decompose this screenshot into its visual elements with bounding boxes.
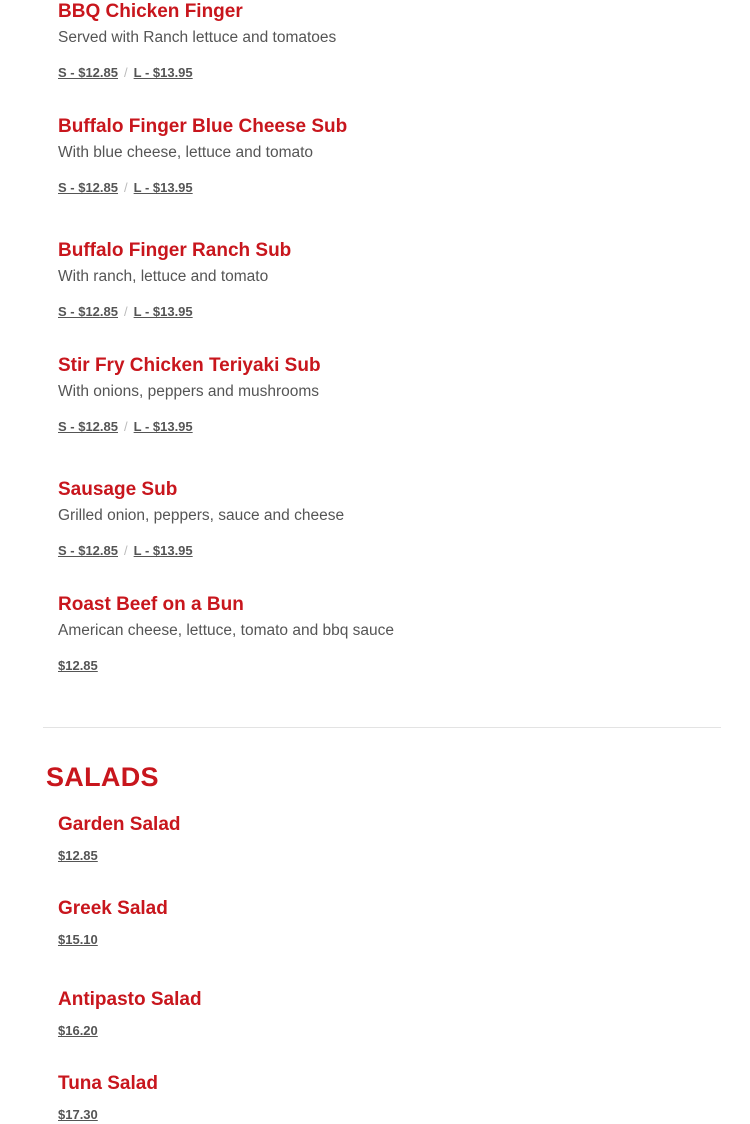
menu-item-antipasto-salad <box>58 988 698 1040</box>
price-options <box>58 657 698 675</box>
price-small-link[interactable]: S - $12.85 <box>58 65 118 80</box>
item-name: Antipasto Salad <box>58 989 202 1010</box>
item-description: American cheese, lettuce, tomato and bbq sauce <box>58 622 395 639</box>
item-name: Roast Beef on a Bun <box>58 594 244 615</box>
menu-item-garden-salad <box>58 813 698 865</box>
item-name: Stir Fry Chicken Teriyaki Sub <box>58 355 321 376</box>
price-separator: / <box>124 543 128 558</box>
price-large-link[interactable]: L - $13.95 <box>133 419 193 434</box>
menu-item-bbq-chicken-finger <box>58 0 698 82</box>
item-description: With ranch, lettuce and tomato <box>58 268 269 285</box>
item-name: Tuna Salad <box>58 1073 158 1094</box>
price-separator: / <box>124 65 128 80</box>
price-link[interactable]: $15.10 <box>58 932 98 947</box>
price-small-link[interactable]: S - $12.85 <box>58 543 118 558</box>
menu-item-buffalo-blue-cheese-sub <box>58 115 698 197</box>
price-large-link[interactable]: L - $13.95 <box>133 543 193 558</box>
price-options <box>58 1022 698 1040</box>
price-link[interactable]: $17.30 <box>58 1107 98 1122</box>
menu-item-stir-fry-teriyaki-sub <box>58 354 698 436</box>
item-description: With blue cheese, lettuce and tomato <box>58 144 314 161</box>
menu-item-sausage-sub <box>58 478 698 560</box>
section-heading-salads: SALADS <box>46 762 159 792</box>
price-separator: / <box>124 180 128 195</box>
section-divider <box>43 727 721 728</box>
price-options <box>58 64 698 82</box>
item-name: Garden Salad <box>58 814 181 835</box>
item-name: Greek Salad <box>58 898 168 919</box>
price-options <box>58 1106 698 1124</box>
price-options <box>58 931 698 949</box>
price-options <box>58 542 698 560</box>
price-options <box>58 847 698 865</box>
item-description: With onions, peppers and mushrooms <box>58 383 320 400</box>
item-description: Grilled onion, peppers, sauce and cheese <box>58 507 345 524</box>
menu-item-roast-beef-bun <box>58 593 698 675</box>
price-separator: / <box>124 304 128 319</box>
menu-item-buffalo-ranch-sub <box>58 239 698 321</box>
item-name: Buffalo Finger Blue Cheese Sub <box>58 116 348 137</box>
menu-item-tuna-salad <box>58 1072 698 1124</box>
price-options <box>58 179 698 197</box>
price-large-link[interactable]: L - $13.95 <box>133 65 193 80</box>
price-link[interactable]: $12.85 <box>58 658 98 673</box>
price-large-link[interactable]: L - $13.95 <box>133 180 193 195</box>
item-name: Sausage Sub <box>58 479 178 500</box>
price-options <box>58 418 698 436</box>
item-name: BBQ Chicken Finger <box>58 1 243 22</box>
price-small-link[interactable]: S - $12.85 <box>58 419 118 434</box>
price-large-link[interactable]: L - $13.95 <box>133 304 193 319</box>
price-link[interactable]: $16.20 <box>58 1023 98 1038</box>
price-link[interactable]: $12.85 <box>58 848 98 863</box>
price-options <box>58 303 698 321</box>
price-separator: / <box>124 419 128 434</box>
price-small-link[interactable]: S - $12.85 <box>58 304 118 319</box>
price-small-link[interactable]: S - $12.85 <box>58 180 118 195</box>
item-name: Buffalo Finger Ranch Sub <box>58 240 292 261</box>
item-description: Served with Ranch lettuce and tomatoes <box>58 29 337 46</box>
menu-item-greek-salad <box>58 897 698 949</box>
